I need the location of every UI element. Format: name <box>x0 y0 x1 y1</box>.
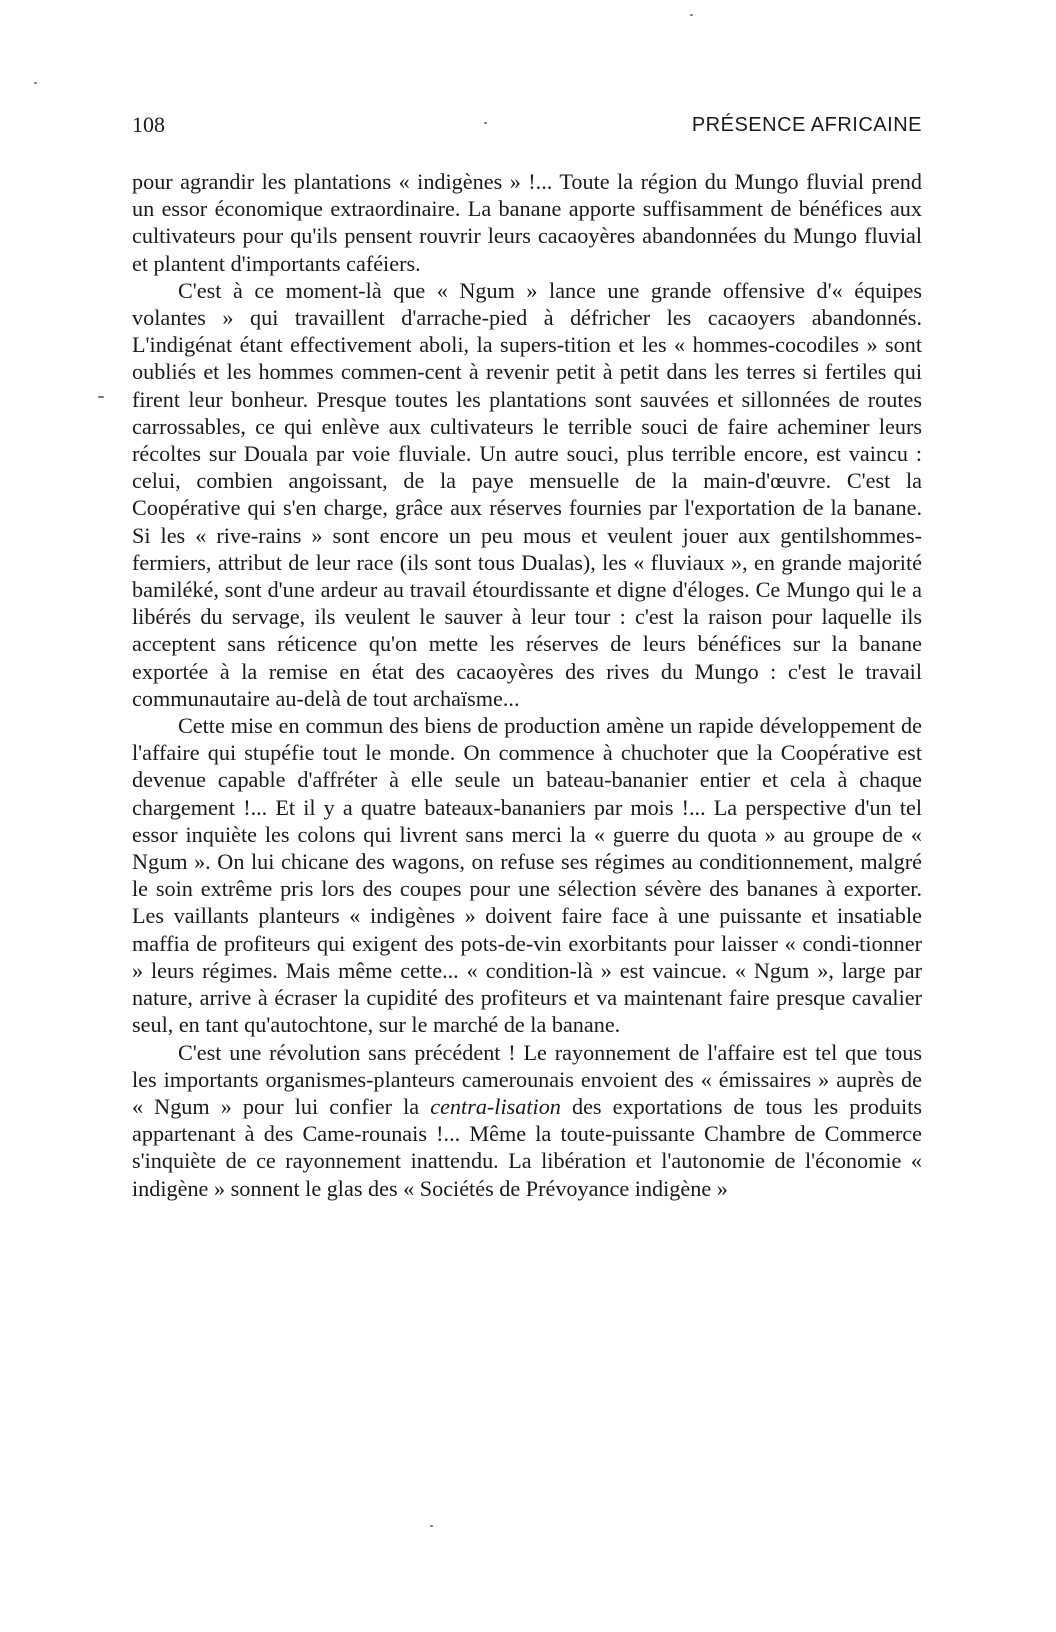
body-text <box>132 168 922 1202</box>
paragraph-4 <box>132 1039 922 1202</box>
scan-speck <box>430 1525 433 1527</box>
scan-speck <box>690 14 693 16</box>
paragraph-1 <box>132 168 922 277</box>
page-number: 108 <box>132 112 165 137</box>
scan-speck <box>98 396 104 398</box>
paragraph-2 <box>132 277 922 712</box>
scan-speck <box>484 122 487 124</box>
paragraph-text: C'est à ce moment-là que « Ngum » lance une grande offensive d'« équipes volantes » qui travaillent d'arrache-pied à défricher les cacaoyers abandonnés. L'indigénat étant effectivement aboli, la supers-tition et les « hommes-cocodiles » sont oubliés et les hommes commen-cent à revenir petit à petit dans les terres si fertiles qui firent leur bonheur. Presque toutes les plantations sont sauvées et sillonnées de routes carrossables, ce qui enlève aux cultivateurs le terrible souci de faire acheminer leurs récoltes sur Douala par voie fluviale. Un autre souci, plus terrible encore, est vaincu : celui, combien angoissant, de la paye mensuelle de la main-d'œuvre. C'est la Coopérative qui s'en charge, grâce aux réserves fournies par l'exportation de la banane. Si les « rive-rains » sont encore un peu mous et veulent jouer aux gentilshommes-fermiers, attribut de leur race (ils sont tous Dualas), les « fluviaux », en grande majorité bamiléké, sont d'une ardeur au travail étourdissante et digne d'éloges. Ce Mungo qui le a libérés du servage, ils veulent le sauver à leur tour : c'est la raison pour laquelle ils acceptent sans réticence qu'on mette les réserves de leurs bénéfices sur la banane exportée à la remise en état des cacaoyères des rives du Mungo : c'est le travail communautaire au-delà de tout archaïsme... <box>132 277 922 711</box>
journal-title: PRÉSENCE AFRICAINE <box>691 114 922 136</box>
scan-speck <box>34 82 37 84</box>
paragraph-text: des exportations de tous les produits appartenant à des Came-rounais !... Même la toute-puissante Chambre de Commerce s'inquiète de ce rayonnement inattendu. La libération et l'autonomie de l'économie « indigène » sonnent le glas des « Sociétés de Prévoyance indigène » <box>132 1093 922 1201</box>
paragraph-text: Cette mise en commun des biens de production amène un rapide développement de l'affaire qui stupéfie tout le monde. On commence à chuchoter que la Coopérative est devenue capable d'affréter à elle seule un bateau-bananier entier et cela à chaque chargement !... Et il y a quatre bateaux-bananiers par mois !... La perspective d'un tel essor inquiète les colons qui livrent sans merci la « guerre du quota » au groupe de « Ngum ». On lui chicane des wagons, on refuse ses régimes au conditionnement, malgré le soin extrême pris lors des coupes pour une sélection sévère des bananes à exporter. Les vaillants planteurs « indigènes » doivent faire face à une puissante et insatiable maffia de profiteurs qui exigent des pots-de-vin exorbitants pour laisser « condi-tionner » leurs régimes. Mais même cette... « condition-là » est vaincue. « Ngum », large par nature, arrive à écraser la cupidité des profiteurs et va maintenant faire presque cavalier seul, en tant qu'autochtone, sur le marché de la banane. <box>132 713 922 1038</box>
running-head <box>132 110 922 140</box>
paragraph-text: C'est une révolution sans précédent ! Le rayonnement de l'affaire est tel que tous les importants organismes-planteurs camerounais envoient des « émissaires » auprès de « Ngum » pour lui confier la <box>132 1039 922 1119</box>
paragraph-text: pour agrandir les plantations « indigènes » !... Toute la région du Mungo fluvial prend un essor économique extraordinaire. La banane apporte suffisamment de bénéfices aux cultivateurs pour qu'ils pensent rouvrir leurs cacaoyères abandonnées du Mungo fluvial et plantent d'importants caféiers. <box>132 169 922 276</box>
paragraph-3 <box>132 712 922 1038</box>
italic-term: centra-lisation <box>430 1093 561 1119</box>
